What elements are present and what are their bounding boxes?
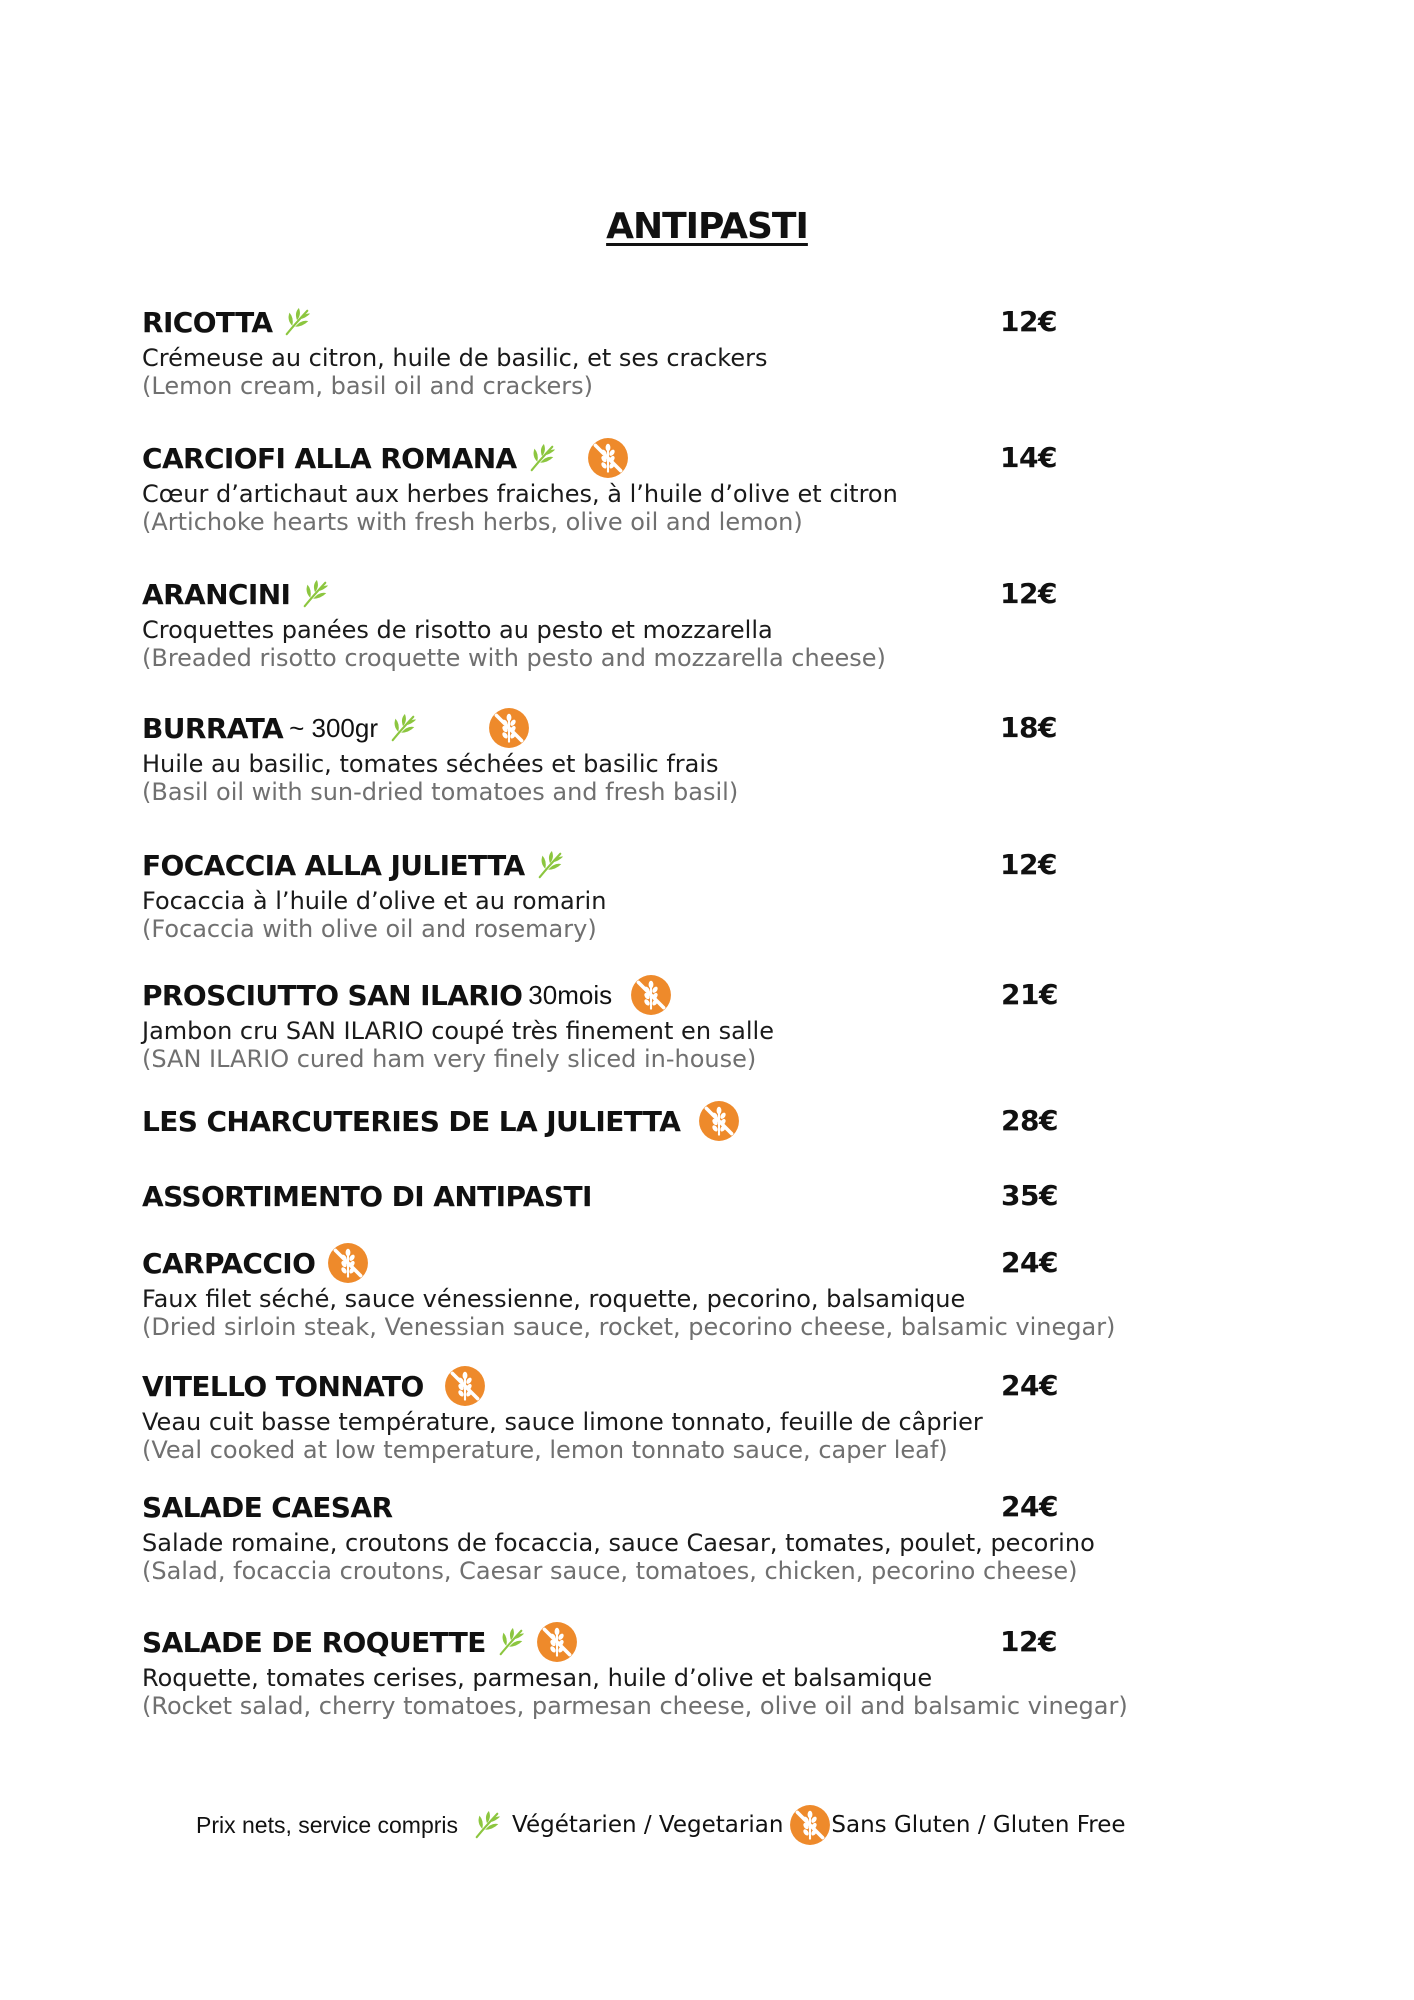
menu-item-name: CARPACCIO xyxy=(142,1246,316,1280)
menu-item-description: Croquettes panées de risotto au pesto et mozzarella xyxy=(142,616,773,644)
menu-item-header xyxy=(142,1366,1222,1406)
menu-item-header xyxy=(142,1622,1222,1662)
menu-item-header xyxy=(142,574,1222,614)
menu-item-price: 12€ xyxy=(1000,1625,1057,1658)
wheat-crossed-icon xyxy=(327,1242,369,1284)
menu-item-header xyxy=(142,1101,1222,1141)
menu-item-name: CARCIOFI ALLA ROMANA xyxy=(142,441,517,475)
menu-item-header xyxy=(142,438,1222,478)
menu-item-header xyxy=(142,708,1222,748)
menu-item-translation: (Lemon cream, basil oil and crackers) xyxy=(142,372,593,400)
menu-item-header xyxy=(142,302,1222,342)
menu-item-name: VITELLO TONNATO xyxy=(142,1369,424,1403)
leaf-icon xyxy=(496,1627,526,1657)
wheat-crossed-icon xyxy=(536,1621,578,1663)
menu-item xyxy=(142,438,1222,536)
menu-item-translation: (Dried sirloin steak, Venessian sauce, rocket, pecorino cheese, balsamic vinegar) xyxy=(142,1313,1116,1341)
menu-item-price: 24€ xyxy=(1001,1246,1058,1279)
menu-item-name: PROSCIUTTO SAN ILARIO xyxy=(142,978,523,1012)
gluten-free-legend-label: Sans Gluten / Gluten Free xyxy=(831,1812,1126,1838)
menu-item-name: BURRATA xyxy=(142,711,284,745)
wheat-crossed-icon xyxy=(630,974,672,1016)
menu-item xyxy=(142,845,1222,943)
wheat-crossed-icon xyxy=(789,1804,831,1846)
menu-item-translation: (Veal cooked at low temperature, lemon tonnato sauce, caper leaf) xyxy=(142,1436,948,1464)
menu-item-translation: (SAN ILARIO cured ham very finely sliced in-house) xyxy=(142,1045,757,1073)
menu-item-price: 14€ xyxy=(1000,441,1057,474)
menu-title: ANTIPASTI xyxy=(606,206,808,247)
menu-item-header xyxy=(142,1176,1222,1216)
menu-item-description: Jambon cru SAN ILARIO coupé très finement en salle xyxy=(142,1017,774,1045)
legend xyxy=(196,1802,1126,1848)
menu-item-translation: (Artichoke hearts with fresh herbs, olive oil and lemon) xyxy=(142,508,803,536)
wheat-crossed-icon xyxy=(698,1100,740,1142)
vegetarian-legend-label: Végétarien / Vegetarian xyxy=(512,1812,784,1838)
leaf-icon xyxy=(300,579,330,609)
menu-item xyxy=(142,1176,1222,1216)
menu-item-header xyxy=(142,975,1222,1015)
menu-item-translation: (Focaccia with olive oil and rosemary) xyxy=(142,915,597,943)
menu-item-name: ARANCINI xyxy=(142,577,291,611)
menu-item-price: 24€ xyxy=(1001,1490,1058,1523)
menu-item-name: FOCACCIA ALLA JULIETTA xyxy=(142,848,525,882)
leaf-icon xyxy=(472,1810,502,1840)
menu-item xyxy=(142,1243,1222,1341)
menu-item xyxy=(142,1366,1222,1464)
wheat-crossed-icon xyxy=(488,707,530,749)
menu-item-description: Salade romaine, croutons de focaccia, sauce Caesar, tomates, poulet, pecorino xyxy=(142,1529,1095,1557)
menu-item-name: LES CHARCUTERIES DE LA JULIETTA xyxy=(142,1104,681,1138)
wheat-crossed-icon xyxy=(444,1365,486,1407)
menu-item-description: Roquette, tomates cerises, parmesan, huile d’olive et balsamique xyxy=(142,1664,933,1692)
leaf-icon xyxy=(282,307,312,337)
menu-item-price: 28€ xyxy=(1001,1104,1058,1137)
menu-item xyxy=(142,1487,1222,1585)
menu-item-translation: (Basil oil with sun-dried tomatoes and fresh basil) xyxy=(142,778,739,806)
leaf-icon xyxy=(527,443,557,473)
menu-item-description: Faux filet séché, sauce vénessienne, roquette, pecorino, balsamique xyxy=(142,1285,966,1313)
menu-item-description: Huile au basilic, tomates séchées et basilic frais xyxy=(142,750,719,778)
leaf-icon xyxy=(535,850,565,880)
menu-item-price: 35€ xyxy=(1001,1179,1058,1212)
menu-item-translation: (Rocket salad, cherry tomatoes, parmesan cheese, olive oil and balsamic vinegar) xyxy=(142,1692,1128,1720)
menu-item-description: Focaccia à l’huile d’olive et au romarin xyxy=(142,887,607,915)
menu-item-price: 12€ xyxy=(1000,305,1057,338)
menu-item xyxy=(142,574,1222,672)
menu-item-header xyxy=(142,1243,1222,1283)
menu-item xyxy=(142,708,1222,806)
menu-item-size: 30mois xyxy=(528,979,613,1010)
menu-item-description: Cœur d’artichaut aux herbes fraiches, à l’huile d’olive et citron xyxy=(142,480,898,508)
menu-item-header xyxy=(142,1487,1222,1527)
menu-item-price: 24€ xyxy=(1001,1369,1058,1402)
prices-note: Prix nets, service compris xyxy=(196,1811,459,1838)
menu-item-name: SALADE CAESAR xyxy=(142,1490,393,1524)
menu-item-price: 12€ xyxy=(1000,848,1057,881)
menu-item-price: 21€ xyxy=(1001,978,1058,1011)
menu-item-description: Crémeuse au citron, huile de basilic, et ses crackers xyxy=(142,344,768,372)
menu-item-description: Veau cuit basse température, sauce limone tonnato, feuille de câprier xyxy=(142,1408,983,1436)
menu-item-name: SALADE DE ROQUETTE xyxy=(142,1625,486,1659)
menu-item-name: ASSORTIMENTO DI ANTIPASTI xyxy=(142,1179,592,1213)
menu-item-header xyxy=(142,845,1222,885)
menu-item-translation: (Salad, focaccia croutons, Caesar sauce, tomatoes, chicken, pecorino cheese) xyxy=(142,1557,1078,1585)
menu-item xyxy=(142,1622,1222,1720)
menu-item-translation: (Breaded risotto croquette with pesto and mozzarella cheese) xyxy=(142,644,886,672)
wheat-crossed-icon xyxy=(587,437,629,479)
leaf-icon xyxy=(388,713,418,743)
menu-item-name: RICOTTA xyxy=(142,305,273,339)
menu-item-price: 18€ xyxy=(1000,711,1057,744)
menu-item xyxy=(142,975,1222,1073)
menu-item xyxy=(142,1101,1222,1141)
menu-item-price: 12€ xyxy=(1000,577,1057,610)
menu-item-size: ~ 300gr xyxy=(289,712,378,743)
menu-item xyxy=(142,302,1222,400)
